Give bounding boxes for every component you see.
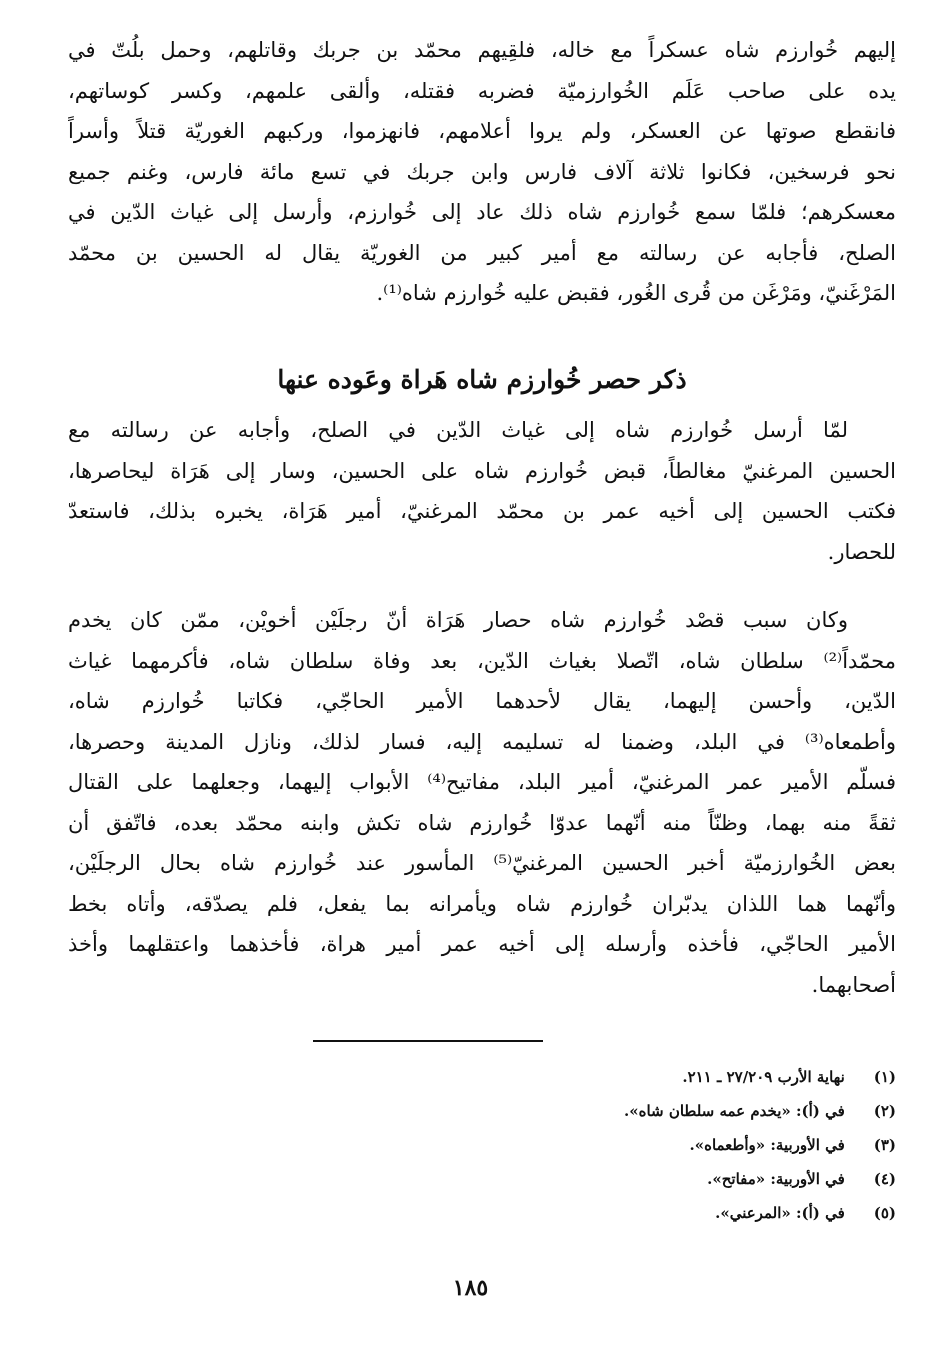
section-paragraph-2 [68,600,896,1005]
footnote [68,1196,896,1230]
text-line: فكتب الحسين إلى أخيه عمر بن محمّد المرغنيّ، أمير هَرَاة، يخبره بذلك، فاستعدّ [68,499,896,523]
text-line: إليهم خُوارزم شاه عسكراً مع خاله، فلقِيهم محمّد بن جربك وقاتلهم، وحمل بلُتّ في [68,38,896,62]
text-line: يده على صاحب عَلَم الخُوارزميّة فضربه فقتله، وألقى علمهم، وكسر كوساتهم، [68,78,896,103]
text-line: معسكرهم؛ فلمّا سمع خُوارزم شاه ذلك عاد إلى خُوارزم، وأرسل إلى غياث الدّين في [68,200,896,224]
footnote-number: (٥) [873,1204,896,1222]
text-line: وأنّهما هما اللذان يدبّران خُوارزم شاه ويأمرانه بما يفعل، فلم يصدّقه، وأتاه بخط [68,891,896,916]
text-line: الأمير الحاجّي، فأخذه وأرسله إلى أخيه عمر أمير هراة، فأخذهما واعتقلهما وأخذ [68,932,896,956]
section-heading: ذكر حصر خُوارزم شاه هَراة وعَوده عنها [277,365,687,394]
text-line: ثقةً منه بهما، وظنّاً منه أنّهما عدوّا خُوارزم شاه تكش وابنه محمّد بعده، فاتّفق أن [68,810,896,835]
footnote [68,1060,896,1094]
footnote [68,1128,896,1162]
opening-paragraph [68,30,896,314]
text-line: لمّا أرسل خُوارزم شاه إلى غياث الدّين في الصلح، وأجابه عن رسالته مع [68,418,848,442]
footnote-text: في الأوربية: «مفاتح». [707,1170,845,1188]
footnote-number: (١) [873,1068,896,1086]
text-line: للحصار. [827,539,896,564]
footnote-text: في (أ): «يخدم عمه سلطان شاه». [624,1102,845,1120]
text-line: بعض الخُوارزميّة أخبر الحسين المرغنيّ⁽⁵⁾ المأسور عند خُوارزم شاه بحال الرجلَيْن، [68,851,896,875]
text-line: نحو فرسخين، فكانوا ثلاثة آلاف فارس وابن جربك في تسع مائة فارس، وغنم جميع [68,159,896,184]
footnote [68,1162,896,1196]
section-paragraph-1 [68,410,896,572]
footnote-divider [313,1040,543,1042]
text-line: وكان سبب قصْد خُوارزم شاه حصار هَرَاة أنّ رجلَيْن أخويْن، ممّن كان يخدم [68,608,848,632]
text-line: فسلّم الأمير عمر المرغنيّ، أمير البلد، مفاتيح⁽⁴⁾ الأبواب إليهما، وجعلهما على القتال [68,770,896,794]
footnote-text: نهاية الأرب ٢٧/٢٠٩ ـ ٢١١. [682,1068,845,1086]
text-line: الصلح، فأجابه عن رسالته مع أمير كبير من الغوريّة يقال له الحسين بن محمّد [68,240,896,265]
text-line: محمّداً⁽²⁾ سلطان شاه، اتّصلا بغياث الدّين، بعد وفاة سلطان شاه، فأكرمهما غياث [68,648,896,673]
footnote-number: (٣) [873,1136,896,1154]
text-line: الدّين، وأحسن إليهما، يقال لأحدهما الأمير الحاجّي، فكاتبا خُوارزم شاه، [68,689,896,713]
text-line: فانقطع صوتها عن العسكر، ولم يروا أعلامهم، فانهزموا، وركبهم الغوريّة قتلاً وأسراً [68,119,896,143]
footnote-number: (٢) [873,1102,896,1120]
text-line: الحسين المرغنيّ مغالطاً، قبض خُوارزم شاه على الحسين، وسار إلى هَرَاة ليحاصرها، [68,458,896,483]
footnote [68,1094,896,1128]
footnote-number: (٤) [873,1170,896,1188]
page-number: ١٨٥ [452,1275,489,1301]
footnote-text: في الأوربية: «وأطعماه». [689,1136,845,1154]
footnotes [68,1060,896,1230]
text-line: وأطمعاه⁽³⁾ في البلد، وضمنا له تسليمه إليه، فسار لذلك، ونازل المدينة وحصرها، [68,729,896,754]
text-line: المَرْغَنيّ، ومَرْغَن من قُرى الغُور، فقبض عليه خُوارزم شاه⁽¹⁾. [376,281,896,305]
footnote-text: في (أ): «المرعني». [715,1204,845,1222]
text-line: أصحابهما. [811,972,896,997]
